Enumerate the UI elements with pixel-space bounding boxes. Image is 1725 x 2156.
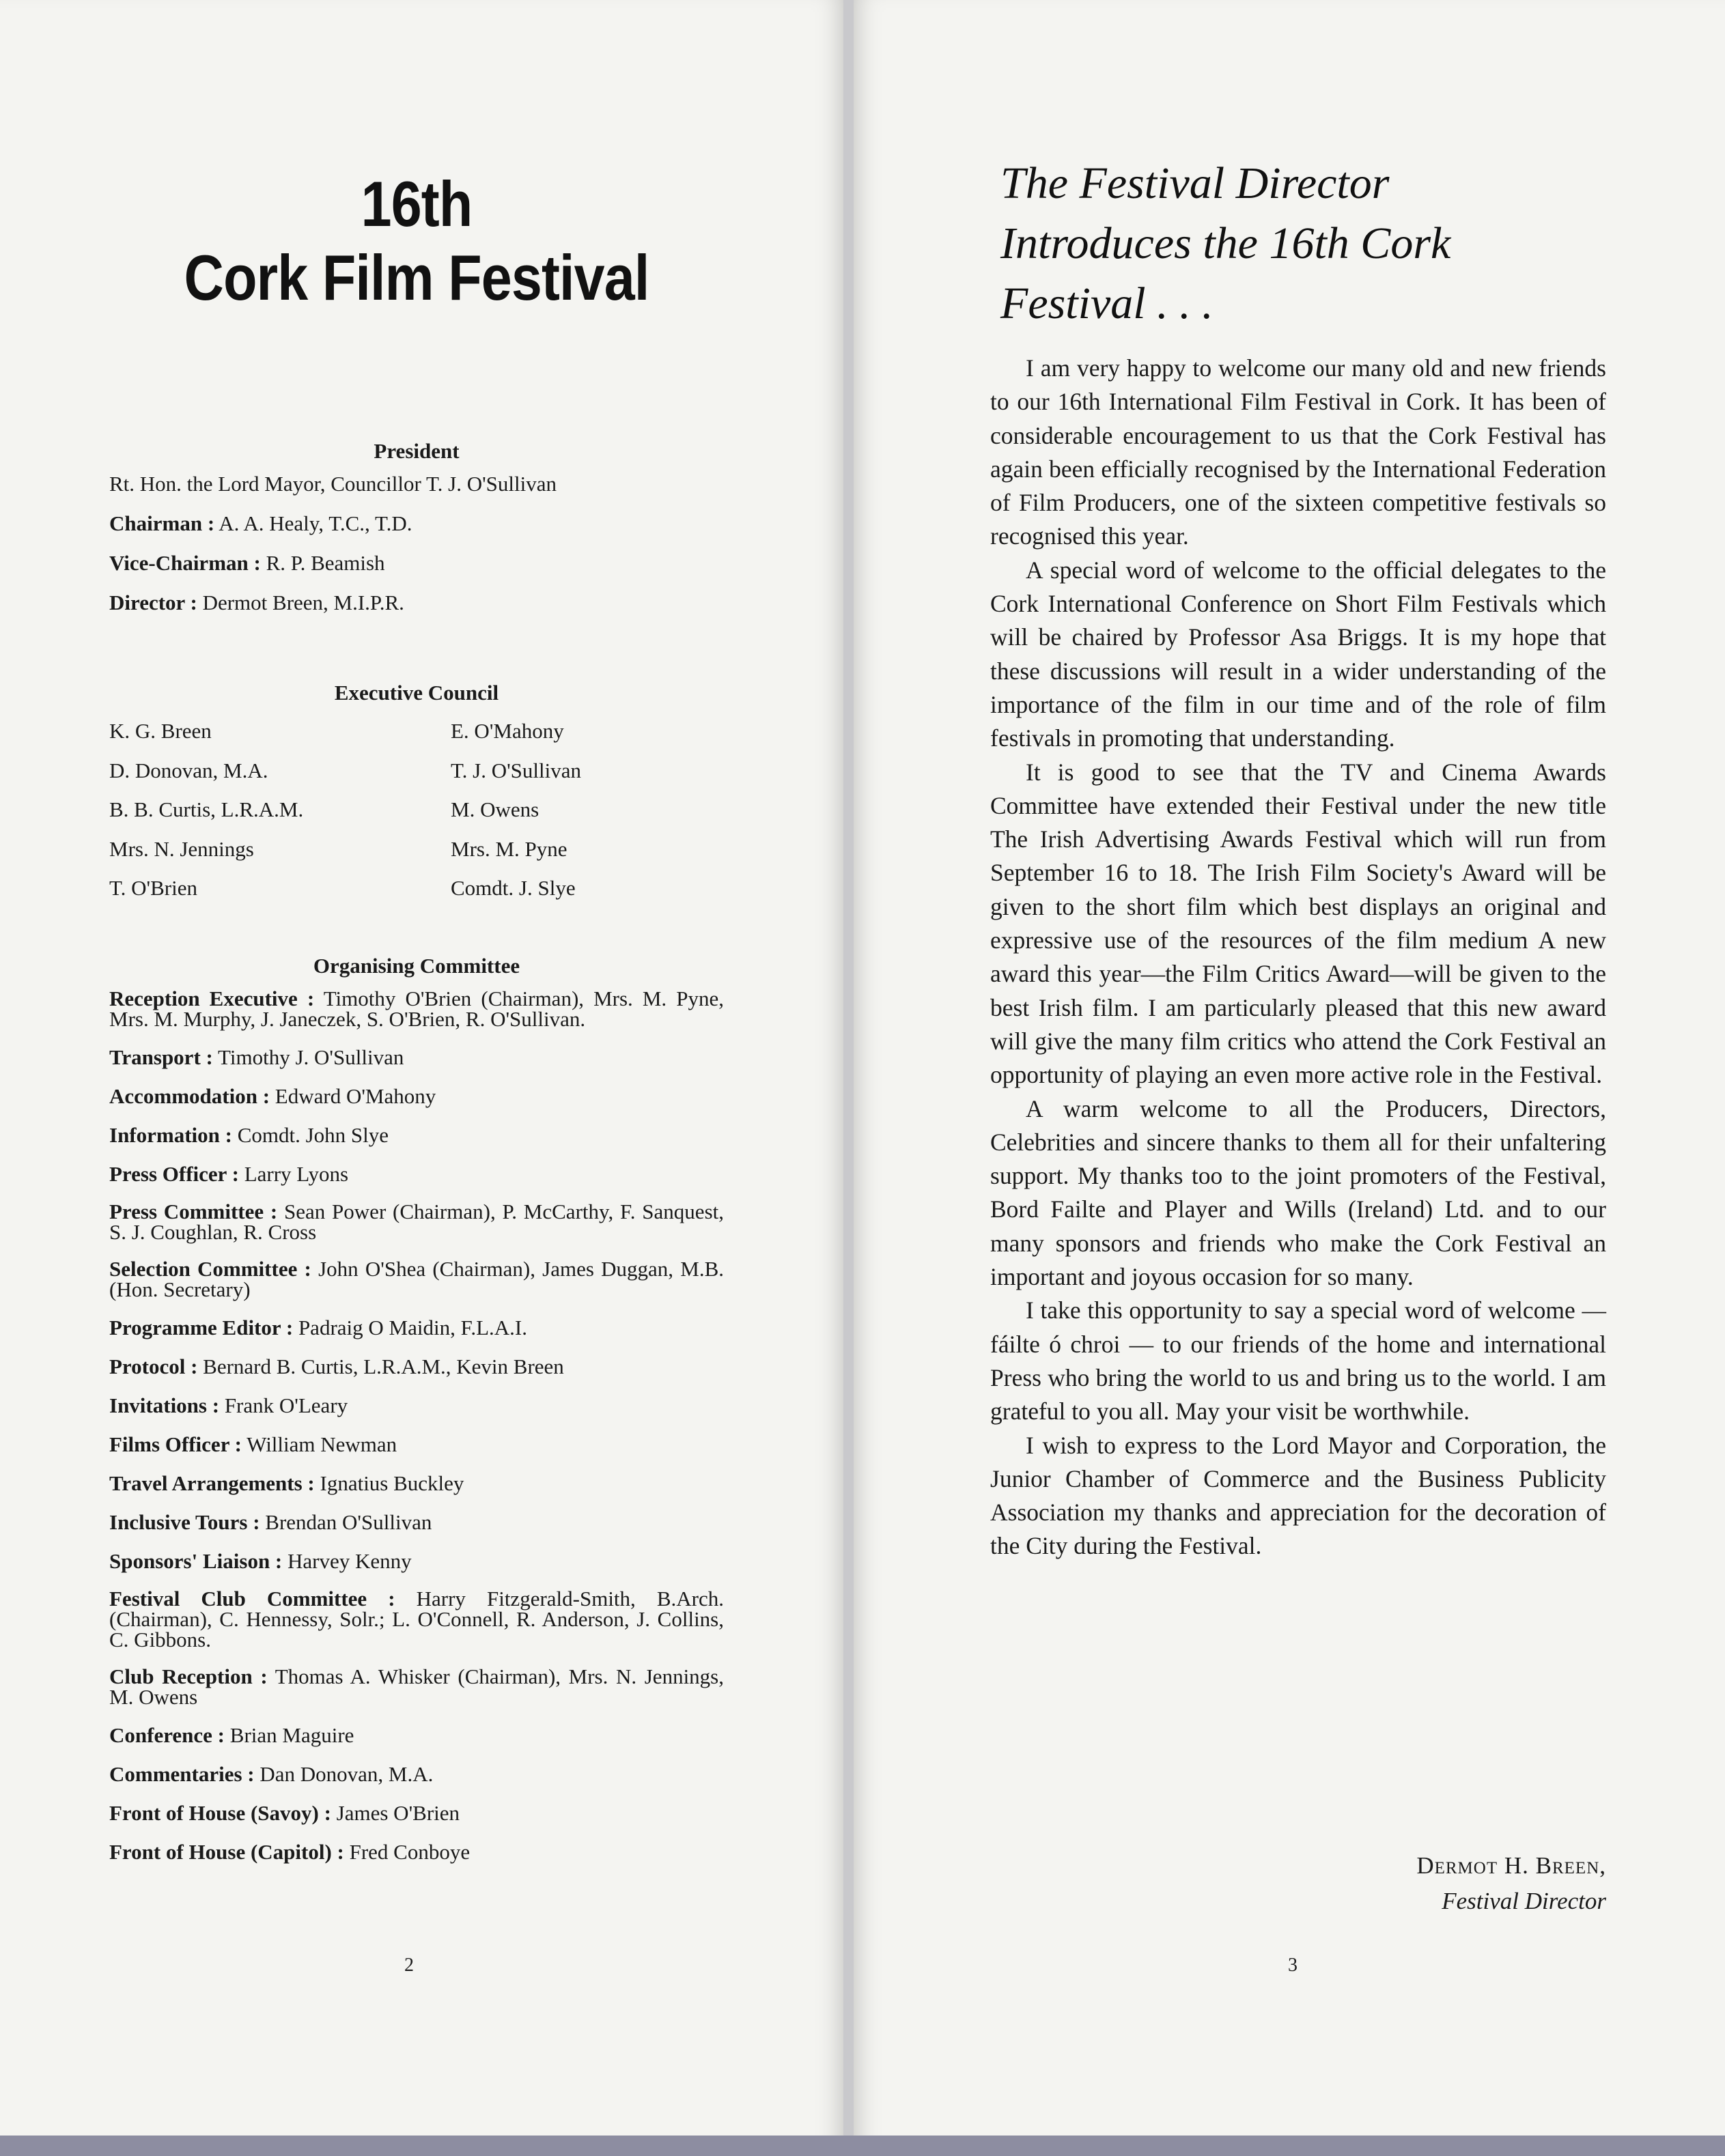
executive-council-list <box>109 719 724 916</box>
committee-role: Festival Club Committee : <box>109 1587 395 1611</box>
committee-role: Sponsors' Liaison : <box>109 1549 283 1573</box>
committee-members: Thomas A. Whisker (Chairman), Mrs. N. Jennings, M. Owens <box>109 1664 724 1709</box>
committee-entry <box>109 1316 724 1339</box>
council-member: D. Donovan, M.A. <box>109 758 268 782</box>
council-member: K. G. Breen <box>109 719 212 743</box>
council-row <box>109 876 724 916</box>
committee-members: Brendan O'Sullivan <box>265 1510 432 1534</box>
officer-director <box>109 591 404 615</box>
council-row <box>109 719 724 758</box>
council-member: Mrs. N. Jennings <box>109 836 254 861</box>
committee-entry <box>109 989 724 1030</box>
committee-role: Inclusive Tours : <box>109 1510 260 1534</box>
officer-value: R. P. Beamish <box>266 551 385 575</box>
committee-role: Conference : <box>109 1723 225 1747</box>
committee-members: Timothy O'Brien (Chairman), Mrs. M. Pyne, Mrs. M. Murphy, J. Janeczek, S. O'Brien, R. O'Sullivan. <box>109 987 724 1031</box>
committee-members: Edward O'Mahony <box>275 1084 436 1108</box>
council-member: M. Owens <box>451 797 539 821</box>
committee-members: Timothy J. O'Sullivan <box>218 1045 404 1069</box>
scan-bottom-edge <box>0 2136 1725 2156</box>
signature-name: Dermot H. Breen, <box>1416 1852 1606 1879</box>
committee-members: Larry Lyons <box>244 1162 349 1186</box>
title-line-1: The Festival Director <box>1000 158 1390 208</box>
committee-members: Dan Donovan, M.A. <box>260 1762 434 1786</box>
president-text: Rt. Hon. the Lord Mayor, Councillor T. J. O'Sullivan <box>109 472 557 496</box>
committee-role: Press Officer : <box>109 1162 239 1186</box>
committee-role: Front of House (Savoy) : <box>109 1801 331 1825</box>
book-gutter <box>843 0 854 2156</box>
letter-paragraph: It is good to see that the TV and Cinema Awards Committee have extended their Festival under the new title The Irish Advertising Awards Festival which will run from September 16 to 18. The Irish Film Society's Award will be given to the short film which best displays an original and expressive use of the resources of the film medium A new award this year—the Film Critics Award—will be given to the best Irish film. I am particularly pleased that this new award will give the many film critics who attend the Cork Festival an opportunity of playing an even more active role in the Festival. <box>990 758 1606 1089</box>
letter-paragraph: A special word of welcome to the official delegates to the Cork International Conference on Short Film Festivals which will be chaired by Professor Asa Briggs. It is my hope that these discussions will result in a wider understanding of the importance of the film in our time and of the role of film festivals in promoting that understanding. <box>990 556 1606 752</box>
committee-role: Protocol : <box>109 1354 198 1378</box>
organising-committee-heading: Organising Committee <box>313 954 520 978</box>
committee-role: Reception Executive : <box>109 987 315 1010</box>
committee-entry <box>109 1046 724 1068</box>
officer-label: Vice-Chairman : <box>109 551 261 575</box>
committee-entry <box>109 1841 724 1863</box>
council-member: Mrs. M. Pyne <box>451 836 567 861</box>
committee-members: James O'Brien <box>336 1801 460 1825</box>
officer-vice-chairman <box>109 551 385 576</box>
letter-paragraph: I take this opportunity to say a special word of welcome — fáilte ó chroi — to our friends of the home and international Press who bring the world to us and bring us to the world. I am grateful to you all. May your visit be worthwhile. <box>990 1296 1606 1425</box>
committee-entry <box>109 1550 724 1572</box>
council-row <box>109 797 724 837</box>
committee-entry <box>109 1202 724 1243</box>
officer-chairman <box>109 511 412 536</box>
committee-role: Accommodation : <box>109 1084 270 1108</box>
committee-entry <box>109 1163 724 1185</box>
council-row <box>109 758 724 798</box>
council-member: T. O'Brien <box>109 876 197 900</box>
committee-role: Front of House (Capitol) : <box>109 1840 344 1864</box>
committee-entry <box>109 1394 724 1417</box>
title-line-2: Cork Film Festival <box>184 242 649 313</box>
officer-value: A. A. Healy, T.C., T.D. <box>219 511 412 535</box>
committee-entry <box>109 1666 724 1707</box>
committee-members: Harry Fitzgerald-Smith, B.Arch. (Chairman), C. Hennessy, Solr.; L. O'Connell, R. Anderson, J. Collins, C. Gibbons. <box>109 1587 724 1651</box>
committee-entry <box>109 1724 724 1746</box>
council-member: Comdt. J. Slye <box>451 876 576 900</box>
committee-members: Comdt. John Slye <box>237 1123 389 1147</box>
committee-role: Travel Arrangements : <box>109 1471 315 1495</box>
committee-entry <box>109 1763 724 1785</box>
title-line-2: Introduces the 16th Cork <box>1000 218 1451 268</box>
festival-title <box>146 167 686 315</box>
committee-members: Padraig O Maidin, F.L.A.I. <box>298 1316 527 1339</box>
committee-role: Invitations : <box>109 1393 220 1417</box>
council-row <box>109 837 724 877</box>
committee-entry <box>109 1511 724 1533</box>
director-intro-title <box>1000 154 1615 334</box>
title-line-1: 16th <box>361 168 473 240</box>
letter-paragraph: I am very happy to welcome our many old and new friends to our 16th International Film Festival in Cork. It has been of considerable encouragement to us that the Cork Festival has again been efficially recognised by the International Federation of Film Producers, one of the sixteen competitive festivals so recognised this year. <box>990 354 1606 550</box>
committee-entry <box>109 1802 724 1824</box>
council-member: B. B. Curtis, L.R.A.M. <box>109 797 304 821</box>
committee-members: Ignatius Buckley <box>320 1471 464 1495</box>
committee-entry <box>109 1124 724 1146</box>
committee-entry <box>109 1589 724 1650</box>
committee-members: Brian Maguire <box>229 1723 354 1747</box>
letter-paragraph: I wish to express to the Lord Mayor and Corporation, the Junior Chamber of Commerce and the Business Publicity Association my thanks and appreciation for the decoration of the City during the Festival. <box>990 1431 1606 1560</box>
council-member: E. O'Mahony <box>451 719 564 743</box>
officer-label: Director : <box>109 591 197 614</box>
organising-committee-list <box>109 989 724 1880</box>
committee-members: Frank O'Leary <box>224 1393 348 1417</box>
committee-role: Club Reception : <box>109 1664 268 1688</box>
committee-role: Programme Editor : <box>109 1316 294 1339</box>
committee-role: Films Officer : <box>109 1432 242 1456</box>
page-number-right: 3 <box>1288 1955 1298 1976</box>
committee-role: Information : <box>109 1123 232 1147</box>
committee-members: Bernard B. Curtis, L.R.A.M., Kevin Breen <box>203 1354 564 1378</box>
title-line-3: Festival . . . <box>1000 279 1214 328</box>
committee-members: Harvey Kenny <box>288 1549 412 1573</box>
committee-entry <box>109 1433 724 1456</box>
committee-entry <box>109 1259 724 1300</box>
committee-role: Press Committee : <box>109 1200 278 1223</box>
officer-value: Dermot Breen, M.I.P.R. <box>202 591 404 614</box>
letter-paragraph: A warm welcome to all the Producers, Directors, Celebrities and sincere thanks to them all for their unfaltering support. My thanks too to the joint promoters of the Festival, Bord Failte and Player and Wills (Ireland) Ltd. and to our many sponsors and friends who make the Cork Festival an important and joyous occasion for so many. <box>990 1094 1606 1291</box>
left-page <box>0 0 843 2156</box>
director-letter-body <box>990 352 1606 1563</box>
officer-label: Chairman : <box>109 511 215 535</box>
committee-members: John O'Shea (Chairman), James Duggan, M.B. (Hon. Secretary) <box>109 1257 724 1301</box>
council-member: T. J. O'Sullivan <box>451 758 582 782</box>
committee-members: Fred Conboye <box>349 1840 471 1864</box>
committee-role: Transport : <box>109 1045 213 1069</box>
signature-role: Festival Director <box>1442 1888 1606 1914</box>
president-heading: President <box>374 439 460 463</box>
committee-entry <box>109 1085 724 1107</box>
committee-role: Selection Committee : <box>109 1257 311 1281</box>
committee-members: Sean Power (Chairman), P. McCarthy, F. Sanquest, S. J. Coughlan, R. Cross <box>109 1200 724 1244</box>
page-number-left: 2 <box>404 1955 414 1976</box>
committee-entry <box>109 1472 724 1494</box>
committee-role: Commentaries : <box>109 1762 255 1786</box>
committee-members: William Newman <box>247 1432 397 1456</box>
committee-entry <box>109 1355 724 1378</box>
executive-council-heading: Executive Council <box>334 681 499 705</box>
